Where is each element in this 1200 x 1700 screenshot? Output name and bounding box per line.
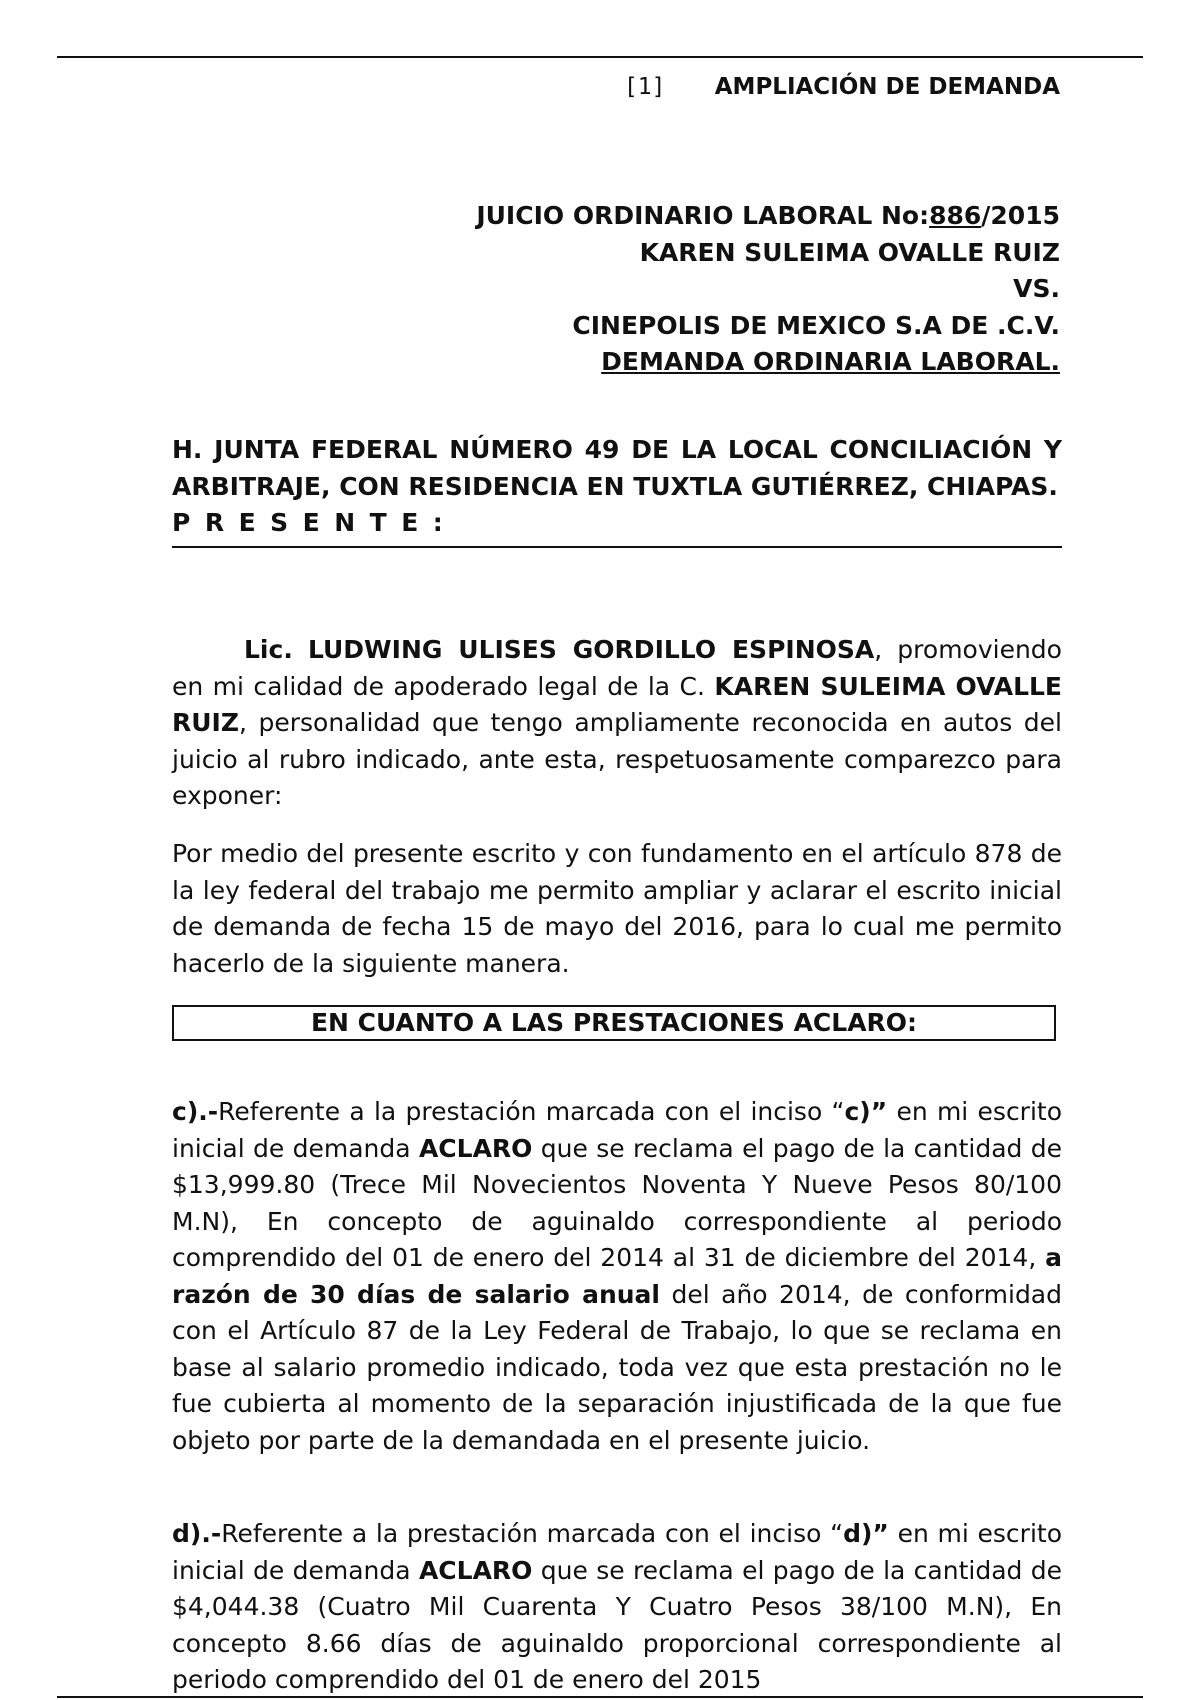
case-number: 886	[929, 201, 982, 230]
document-kind: AMPLIACIÓN DE DEMANDA	[714, 74, 1060, 100]
plaintiff-name: KAREN SULEIMA OVALLE RUIZ	[639, 237, 1060, 267]
intro-text-1: , promoviendo en mi calidad de apoderado legal de la C.	[172, 635, 1062, 701]
item-d-ref: d)”	[843, 1519, 889, 1548]
versus: VS.	[1013, 274, 1060, 303]
item-d-text-3: que se reclama el pago de la cantidad de $4,044.38 (Cuatro Mil Cuarenta Y Cuatro Pesos 38/100 M.N), En concepto 8.66 días de aguinaldo proporcional correspondiente al periodo comprendido del 01 de enero del 2015	[172, 1555, 1062, 1694]
attorney-name: LUDWING ULISES GORDILLO ESPINOSA	[307, 635, 875, 664]
item-c-text-3: que se reclama el pago de la cantidad de $13,999.80 (Trece Mil Novecientos Noventa Y Nueve Pesos 80/100 M.N), En concepto de aguinaldo correspondiente al periodo comprendido del 01 de enero del 2014 al 31 de diciembre del 2014,	[172, 1133, 1062, 1272]
claim-type: DEMANDA ORDINARIA LABORAL.	[601, 347, 1060, 376]
item-c-label: c).-	[172, 1097, 219, 1126]
intro-text-2: , personalidad que tengo ampliamente reconocida en autos del juicio al rubro indicado, ante esta, respetuosamente comparezco para exponer:	[172, 708, 1062, 810]
client-name: KAREN SULEIMA OVALLE RUIZ	[172, 671, 1063, 737]
defendant-name: CINEPOLIS DE MEXICO S.A DE .C.V.	[572, 310, 1060, 340]
page-number: [1]	[623, 74, 666, 100]
top-rule	[57, 56, 1143, 58]
addressee-text: H. JUNTA FEDERAL NÚMERO 49 DE LA LOCAL CONCILIACIÓN Y ARBITRAJE, CON RESIDENCIA EN TUXTLA GUTIÉRREZ, CHIAPAS.	[172, 435, 1062, 501]
item-c-aclaro: ACLARO	[418, 1133, 533, 1163]
item-c-ref: c)”	[844, 1097, 888, 1126]
item-c-paragraph	[172, 1094, 1062, 1459]
item-d-text-2: en mi escrito inicial de demanda	[172, 1519, 1062, 1585]
item-d-aclaro: ACLARO	[418, 1555, 533, 1585]
attorney-title: Lic.	[244, 635, 293, 664]
item-c-text-4: del año 2014, de conformidad con el Artículo 87 de la Ley Federal de Trabajo, lo que se reclama en base al salario promedio indicado, toda vez que esta prestación no le fue cubierta al momento de la separación injustificada de la que fue objeto por parte de la demandada en el presente juicio.	[172, 1279, 1062, 1455]
item-d-label: d).-	[172, 1519, 222, 1548]
page-header	[624, 72, 1060, 102]
addressee-block	[172, 432, 1062, 548]
case-number-line	[476, 198, 1060, 235]
case-prefix: JUICIO ORDINARIO LABORAL No:	[476, 201, 930, 230]
item-c-text-1: Referente a la prestación marcada con el inciso “	[218, 1097, 845, 1126]
bottom-rule	[57, 1696, 1143, 1698]
intro-paragraph	[172, 632, 1062, 815]
case-year: /2015	[981, 201, 1060, 230]
item-c-emphasis: a razón de 30 días de salario anual	[172, 1243, 1062, 1309]
section-heading-box: EN CUANTO A LAS PRESTACIONES ACLARO:	[172, 1005, 1056, 1041]
item-c-text-2: en mi escrito inicial de demanda	[172, 1097, 1063, 1163]
basis-paragraph: Por medio del presente escrito y con fundamento en el artículo 878 de la ley federal del trabajo me permito ampliar y aclarar el escrito inicial de demanda de fecha 15 de mayo del 2016, para lo cual me permito hacerlo de la siguiente manera.	[172, 839, 1062, 978]
item-d-paragraph	[172, 1516, 1062, 1699]
case-caption	[476, 198, 1060, 381]
presente-heading: PRESENTE:	[172, 505, 1062, 548]
item-d-text-1: Referente a la prestación marcada con el inciso “	[221, 1519, 844, 1548]
